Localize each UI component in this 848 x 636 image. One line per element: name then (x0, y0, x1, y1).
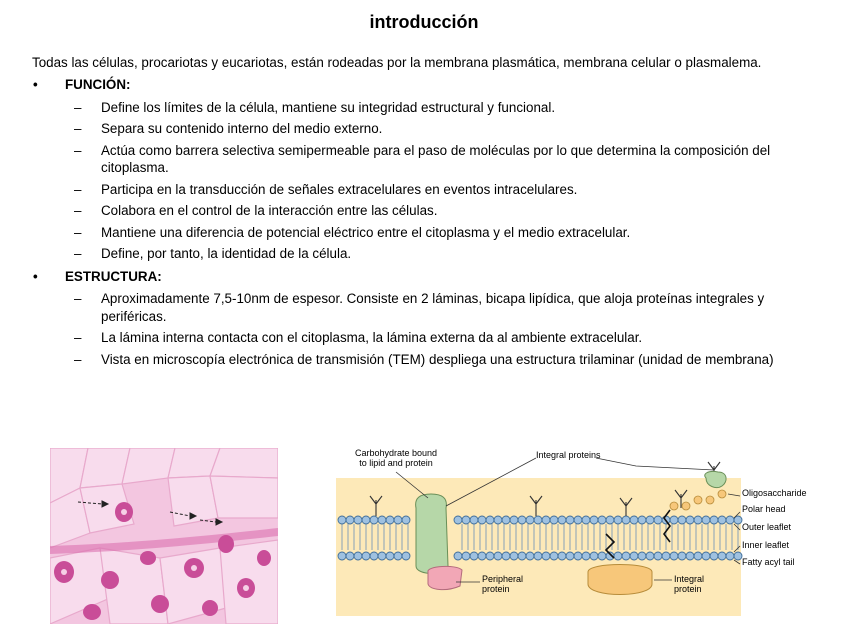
dash-marker: – (74, 246, 82, 261)
label-integral-2: protein (674, 584, 702, 594)
label-fatty-acyl-tail: Fatty acyl tail (742, 557, 795, 567)
dash-marker: – (74, 330, 82, 345)
label-carbohydrate: Carbohydrate bound (354, 448, 438, 458)
list-item (32, 329, 822, 347)
label-polar-head: Polar head (742, 504, 786, 514)
list-item-text: Define, por tanto, la identidad de la célula. (101, 246, 352, 261)
dash-marker: – (74, 99, 82, 115)
dash-marker: – (74, 181, 82, 197)
list-item (32, 351, 822, 369)
membrane-diagram (336, 446, 826, 622)
list-item-text: Vista en microscopía electrónica de transmisión (TEM) despliega una estructura trilaminar (unidad de membrana) (101, 351, 774, 367)
dash-marker: – (74, 142, 82, 158)
estructura-heading: ESTRUCTURA: (65, 268, 162, 284)
slide-body (32, 54, 822, 372)
diagram-background (336, 478, 741, 616)
list-item (32, 181, 822, 199)
label-carbohydrate-2: to lipid and protein (359, 458, 433, 468)
list-item-text: Participa en la transducción de señales extracelulares en eventos intracelulares. (101, 181, 578, 197)
dash-marker: – (74, 121, 82, 136)
dash-marker: – (74, 203, 82, 218)
list-item (32, 202, 822, 220)
list-item-text: Aproximadamente 7,5-10nm de espesor. Consiste en 2 láminas, bicapa lipídica, que aloja proteínas integrales y periféricas. (101, 291, 765, 324)
funcion-bullet (32, 75, 822, 96)
funcion-heading: FUNCIÓN: (65, 77, 131, 92)
list-item-text: Separa su contenido interno del medio externo. (101, 121, 383, 136)
label-inner-leaflet: Inner leaflet (742, 540, 790, 550)
integral-protein (416, 494, 448, 574)
histology-micrograph (50, 448, 278, 624)
label-integral: Integral (674, 574, 705, 584)
label-peripheral-2: protein (482, 584, 510, 594)
dash-marker: – (74, 291, 82, 306)
outer-leaflet-heads (338, 516, 742, 524)
label-outer-leaflet: Outer leaflet (742, 522, 792, 532)
estructura-list (32, 290, 822, 368)
list-item-text: Mantiene una diferencia de potencial eléctrico entre el citoplasma y el medio extracelular. (101, 224, 631, 240)
list-item (32, 224, 822, 242)
dash-marker: – (74, 351, 82, 367)
intro-paragraph: Todas las células, procariotas y eucariotas, están rodeadas por la membrana plasmática, membrana celular o plasmalema. (32, 55, 762, 70)
list-item (32, 99, 822, 117)
list-item (32, 245, 822, 263)
list-item-text: Colabora en el control de la interacción entre las células. (101, 203, 438, 218)
peripheral-protein (428, 566, 462, 589)
label-oligosaccharide: Oligosaccharide (742, 488, 807, 498)
bullet-dot: • (33, 268, 38, 284)
list-item (32, 120, 822, 138)
label-integral-proteins: Integral proteins (536, 450, 601, 460)
funcion-list (32, 99, 822, 263)
list-item (32, 142, 822, 177)
slide-title: introducción (369, 12, 479, 32)
dash-marker: – (74, 224, 82, 240)
list-item-text: La lámina interna contacta con el citoplasma, la lámina externa da al ambiente extracelular. (101, 330, 643, 345)
label-peripheral: Peripheral (482, 574, 524, 584)
inner-leaflet-heads (338, 552, 742, 560)
estructura-bullet (32, 267, 822, 288)
list-item-text: Actúa como barrera selectiva semipermeable para el paso de moléculas por lo que determina la composición del citoplasma. (101, 142, 771, 175)
integral-protein-bottom (588, 565, 652, 595)
list-item (32, 290, 822, 325)
list-item-text: Define los límites de la célula, mantiene su integridad estructural y funcional. (101, 99, 556, 115)
bullet-dot: • (33, 77, 38, 92)
